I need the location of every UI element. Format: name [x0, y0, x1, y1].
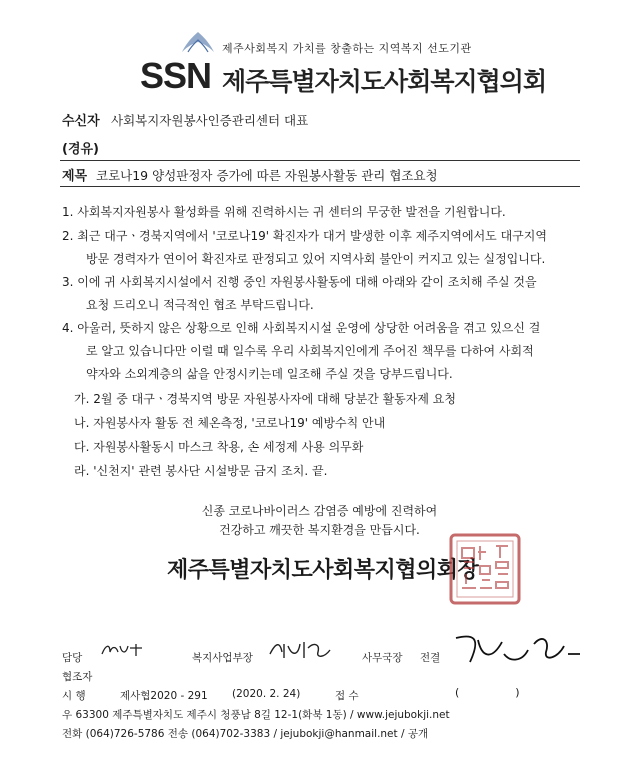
staff-label: 담당 [62, 652, 83, 664]
final-approval-label: 전결 [420, 652, 441, 664]
sender-signature: 제주특별자치도사회복지협의회장 [167, 558, 479, 583]
recipient-value: 사회복지자원봉사인증관리센터 대표 [111, 113, 309, 128]
body-paragraph-2-line-1: 2. 최근 대구ㆍ경북지역에서 '코로나19' 확진자가 대거 발생한 이후 제주지역에서도 대구지역 [62, 229, 547, 243]
list-item-ra: 라. '신천지' 관련 봉사단 시설방문 금지 조치. 끝. [74, 464, 328, 478]
deputy-signature-icon [268, 638, 332, 660]
receipt-date-bracket: ( ) [455, 686, 520, 699]
cooperator-label: 협조자 [62, 671, 93, 683]
execution-date: (2020. 2. 24) [232, 688, 301, 700]
campaign-line-2: 건강하고 깨끗한 복지환경을 만듭시다. [219, 523, 420, 537]
footer-contact: 전화 (064)726-5786 전송 (064)702-3383 / jejubokji@hanmail.net / 공개 [62, 728, 429, 740]
header-slogan: 제주사회복지 가치를 창출하는 지역복지 선도기관 [222, 42, 472, 55]
body-paragraph-4-line-3: 약자와 소외계층의 삶을 안정시키는데 일조해 주실 것을 당부드립니다. [86, 367, 453, 381]
receipt-label: 접 수 [335, 690, 359, 702]
body-paragraph-2-line-2: 방문 경력자가 연이어 확진자로 판정되고 있어 지역사회 불안이 커지고 있는 실정입니다. [86, 252, 546, 266]
body-paragraph-4-line-1: 4. 아울러, 뜻하지 않은 상황으로 인해 사회복지시설 운영에 상당한 어려움을 겪고 있으신 걸 [62, 321, 541, 335]
body-paragraph-3-line-2: 요청 드리오니 적극적인 협조 부탁드립니다. [86, 298, 314, 312]
ssn-logo-text: SSN [140, 55, 212, 96]
subject-value: 코로나19 양성판정자 증가에 따른 자원봉사활동 관리 협조요청 [96, 168, 438, 183]
list-item-ga: 가. 2월 중 대구ㆍ경북지역 방문 자원봉사자에 대해 당분간 활동자제 요청 [74, 392, 456, 406]
footer-address: 우 63300 제주특별자치도 제주시 청풍남 8길 12-1(화북 1동) / www.jejubokji.net [62, 709, 450, 721]
execution-number: 제사협2020 - 291 [120, 690, 208, 702]
official-seal-icon [448, 532, 522, 606]
staff-signature-icon [100, 640, 148, 660]
subject-label: 제목 [62, 169, 88, 184]
subject-bottom-divider [60, 186, 580, 187]
ssn-wing-logo-icon [178, 30, 218, 56]
deputy-label: 복지사업부장 [192, 652, 253, 664]
secretary-signature-icon [452, 632, 582, 666]
list-item-da: 다. 자원봉사활동시 마스크 착용, 손 세정제 사용 의무화 [74, 440, 364, 454]
execution-label: 시 행 [62, 690, 86, 702]
body-paragraph-1: 1. 사회복지자원봉사 활성화를 위해 진력하시는 귀 센터의 무궁한 발전을 기원합니다. [62, 205, 506, 219]
secretary-label: 사무국장 [362, 652, 403, 664]
subject-top-divider [60, 160, 580, 161]
body-paragraph-4-line-2: 로 알고 있습니다만 이럴 때 일수록 우리 사회복지인에게 주어진 책무를 다하여 사회적 [86, 344, 534, 358]
campaign-line-1: 신종 코로나바이러스 감염증 예방에 진력하여 [201, 504, 438, 518]
list-item-na: 나. 자원봉사자 활동 전 체온측정, '코로나19' 예방수칙 안내 [74, 416, 386, 430]
recipient-label: 수신자 [62, 114, 100, 129]
header-org-name: 제주특별자치도사회복지협의회 [222, 67, 547, 96]
body-paragraph-3-line-1: 3. 이에 귀 사회복지시설에서 진행 중인 자원봉사활동에 대해 아래와 같이 조치해 주실 것을 [62, 275, 537, 289]
via-label: (경유) [62, 142, 99, 157]
